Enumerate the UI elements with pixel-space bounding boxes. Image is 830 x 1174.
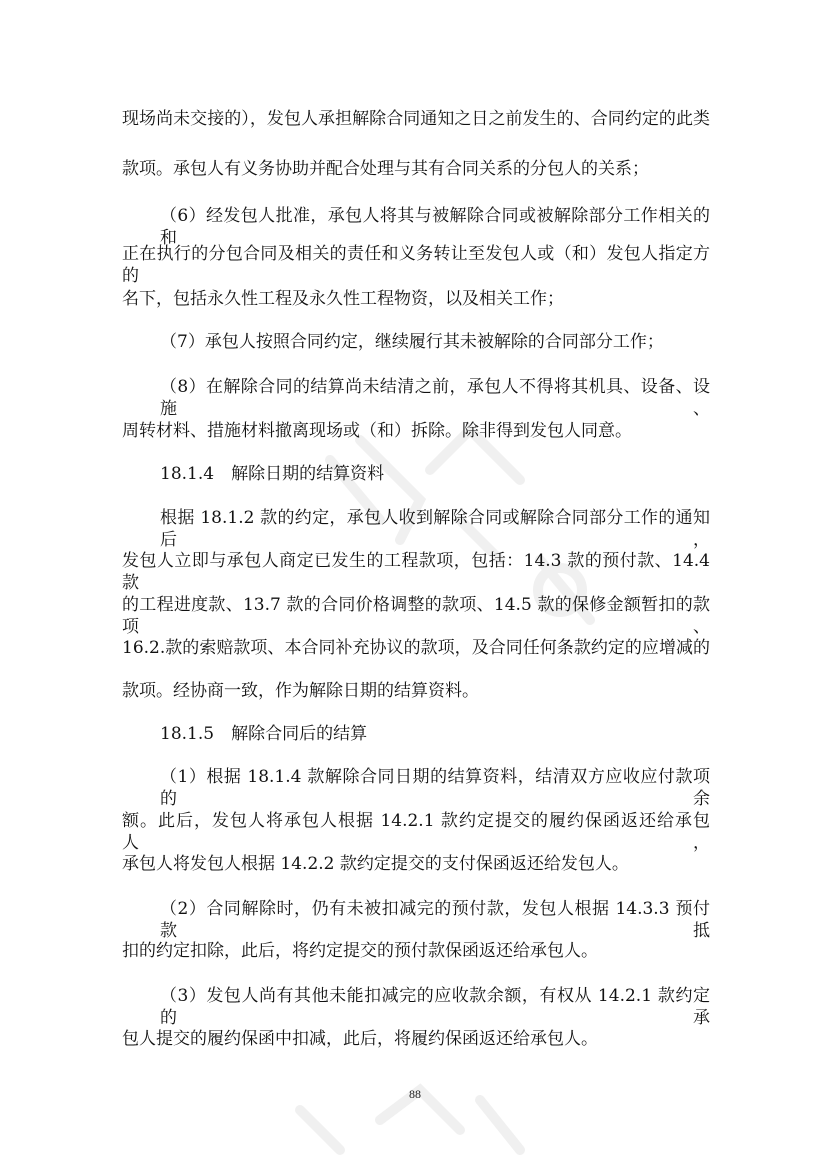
text-line: （6）经发包人批准，承包人将其与被解除合同或被解除部分工作相关的和 xyxy=(160,206,710,248)
section-heading: 18.1.4 解除日期的结算资料 xyxy=(160,464,385,484)
text-line: 周转材料、措施材料撤离现场或（和）拆除。除非得到发包人同意。 xyxy=(122,421,632,441)
text-line: 包人提交的履约保函中扣减，此后，将履约保函返还给承包人。 xyxy=(122,1029,598,1049)
text-line: 根据 18.1.2 款的约定，承包人收到解除合同或解除合同部分工作的通知后， xyxy=(160,508,710,550)
text-line: 名下，包括永久性工程及永久性工程物资，以及相关工作； xyxy=(122,289,564,309)
page-number: 88 xyxy=(409,1087,421,1101)
text-line: （1）根据 18.1.4 款解除合同日期的结算资料，结清双方应收应付款项的余 xyxy=(160,767,710,809)
text-line: （2）合同解除时，仍有未被扣减完的预付款，发包人根据 14.3.3 预付款抵 xyxy=(160,899,710,941)
text-line: 发包人立即与承包人商定已发生的工程款项，包括：14.3 款的预付款、14.4 款 xyxy=(122,551,710,593)
text-line: 现场尚未交接的），发包人承担解除合同通知之日之前发生的、合同约定的此类 xyxy=(122,109,710,129)
text-line: 额。此后，发包人将承包人根据 14.2.1 款约定提交的履约保函返还给承包人， xyxy=(122,811,710,853)
text-line: （8）在解除合同的结算尚未结清之前，承包人不得将其机具、设备、设施、 xyxy=(160,377,710,419)
text-line: 扣的约定扣除，此后，将约定提交的预付款保函返还给承包人。 xyxy=(122,941,598,961)
section-heading: 18.1.5 解除合同后的结算 xyxy=(160,724,368,744)
text-line: 承包人将发包人根据 14.2.2 款约定提交的支付保函返还给发包人。 xyxy=(122,854,629,874)
text-line: （3）发包人尚有其他未能扣减完的应收款余额，有权从 14.2.1 款约定的承 xyxy=(160,986,710,1028)
text-line: 16.2.款的索赔款项、本合同补充协议的款项，及合同任何条款约定的应增减的 xyxy=(122,638,710,658)
text-line: 款项。承包人有义务协助并配合处理与其有合同关系的分包人的关系； xyxy=(122,159,649,179)
text-line: 的工程进度款、13.7 款的合同价格调整的款项、14.5 款的保修金额暂扣的款项、 xyxy=(122,595,710,637)
text-line: 款项。经协商一致，作为解除日期的结算资料。 xyxy=(122,681,479,701)
text-line: 正在执行的分包合同及相关的责任和义务转让至发包人或（和）发包人指定方的 xyxy=(122,244,710,286)
text-line: （7）承包人按照合同约定，继续履行其未被解除的合同部分工作； xyxy=(160,332,664,352)
